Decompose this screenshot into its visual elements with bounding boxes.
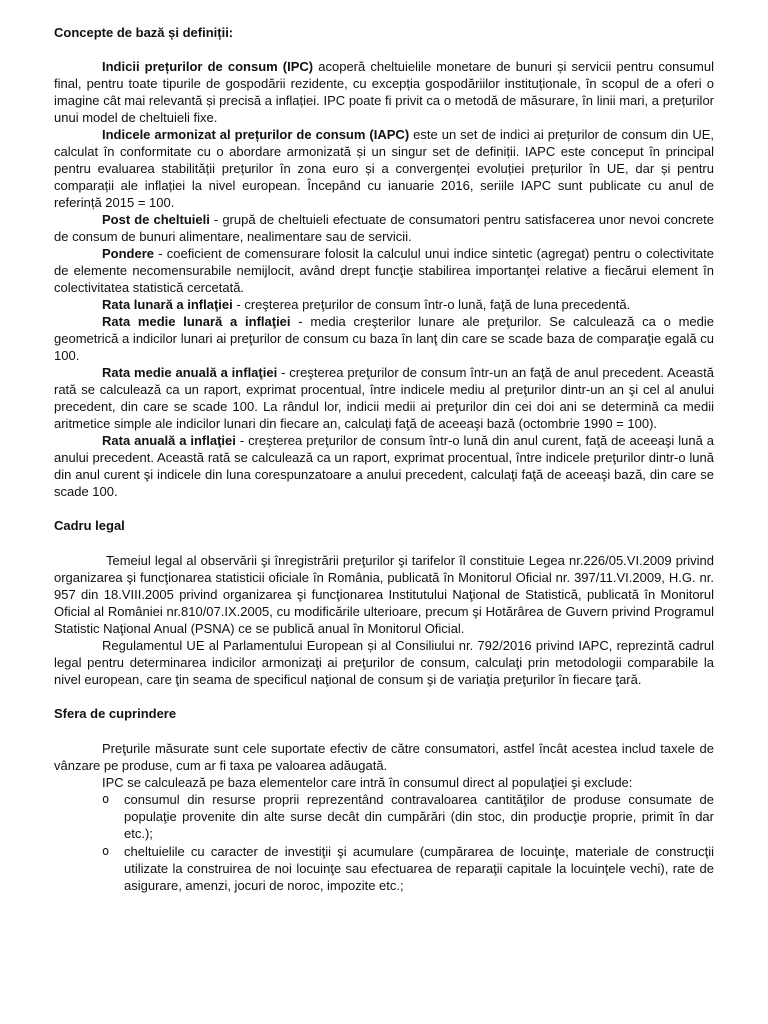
definition-paragraph xyxy=(54,58,714,126)
definition-text: - creşterea preţurilor de consum într-o lună din anul curent, faţă de aceeaşi lună a anului precedent. Această rată se calculează ca un raport, exprimat procentual, între indicele preţurilor dintr-o lună din anul curent şi indicele din luna corespunzatoare a anului precedent, calculaţi faţă de aceeaşi bază, din care se scade 100. xyxy=(54,433,714,499)
definition-term: Rata medie anuală a inflaţiei xyxy=(102,365,278,380)
scope-paragraph: Preţurile măsurate sunt cele suportate efectiv de către consumatori, astfel încât acestea includ taxele de vânzare pe produse, cum ar fi taxa pe valoarea adăugată. xyxy=(54,741,714,773)
definition-term: Post de cheltuieli xyxy=(102,212,210,227)
spacer xyxy=(54,500,714,517)
definition-paragraph xyxy=(54,211,714,245)
definition-term: Indicele armonizat al prețurilor de consum (IAPC) xyxy=(102,127,410,142)
scope-paragraph: IPC se calculează pe baza elementelor care intră în consumul direct al populaţiei şi exclude: xyxy=(102,775,633,790)
definition-text: - media creşterilor lunare ale preţurilor. Se calculează ca o medie geometrică a indicilor lunari ai preţurilor de consum cu baza în lanţ din care se scade baza de comparaţie egală cu 100. xyxy=(54,314,715,363)
definition-term: Rata anuală a inflaţiei xyxy=(102,433,236,448)
list-item xyxy=(102,843,714,894)
definition-text: - grupă de cheltuieli efectuate de consumatori pentru satisfacerea unor nevoi concrete de consum de bunuri alimentare, nealimentare sau de servicii. xyxy=(54,212,714,244)
spacer xyxy=(54,722,714,740)
definition-paragraph xyxy=(54,364,714,432)
definition-paragraph xyxy=(54,313,714,364)
spacer xyxy=(54,688,714,705)
bullet-marker: o xyxy=(102,792,110,806)
list-item-text: cheltuielile cu caracter de investiţii şi acumulare (cumpărarea de locuinţe, materiale de construcţii utilizate la construirea de noi locuinţe sau efectuarea de reparaţii capitale la locuinţele vechi), rate de asigurare, amenzi, jocuri de noroc, impozite etc.; xyxy=(124,844,714,893)
list-item xyxy=(102,791,714,842)
definition-term: Indicii prețurilor de consum (IPC) xyxy=(102,59,314,74)
list-item-text: consumul din resurse proprii reprezentând contravaloarea cantităţilor de produse consumate de populaţie provenite din alte surse decât din cumpărări (din stoc, din producţie proprie, primit în dar etc.); xyxy=(124,792,714,841)
definition-text: acoperă cheltuielile monetare de bunuri și servicii pentru consumul final, pentru toate tipurile de gospodării rezidente, cu excepția gospodăriilor instituționale, în scopul de a oferi o imagine cât mai relevantă și precisă a inflației. IPC poate fi privit ca o metodă de măsurare, în linii mari, a prețurilor unui model de cheltuieli fixe. xyxy=(54,59,714,125)
definition-text: este un set de indici ai prețurilor de consum din UE, calculat în conformitate cu o abordare armonizată și un singur set de definiții. IAPC este conceput în principal pentru evaluarea stabilității prețurilor în zona euro și a convergenței evoluției prețurilor în UE, dar și pentru comparații ale inflației la nivel european. Începând cu ianuarie 2016, seriile IAPC sunt publicate cu anul de referință 2015 = 100. xyxy=(54,127,714,210)
definition-text: - creşterea preţurilor de consum într-o lună, faţă de luna precedentă. xyxy=(232,297,631,312)
definition-paragraph xyxy=(54,245,714,296)
section-heading-concepts: Concepte de bază și definiții: xyxy=(54,25,234,40)
spacer xyxy=(54,41,714,58)
bullet-marker: o xyxy=(102,844,110,858)
definition-term: Rata medie lunară a inflaţiei xyxy=(102,314,291,329)
legal-paragraph: Temeiul legal al observării şi înregistrării preţurilor şi tarifelor îl constituie Legea nr.226/05.VI.2009 privind organizarea şi funcţionarea statisticii oficiale în România, publicată în Monitorul Oficial nr. 397/11.VI.2009, H.G. nr. 957 din 18.VIII.2005 privind organizarea şi funcţionarea Institutului Naţional de Statistică, publicată în Monitorul Oficial al României nr.810/07.IX.2005, cu modificările ulterioare, precum şi Hotărârea de Guvern privind Programul Statistic Naţional Anual (PSNA) ce se publică anual în Monitorul Oficial. xyxy=(54,553,714,636)
legal-paragraph: Regulamentul UE al Parlamentului European și al Consiliului nr. 792/2016 privind IAPC, reprezintă cadrul legal pentru determinarea indicilor armonizaţi ai preţurilor de consum, calculaţi prin metodologii comparabile la nivel european, care ţin seama de specificul naţional de consum şi de variaţia preţurilor în fiecare ţară. xyxy=(54,638,714,687)
spacer xyxy=(54,534,714,552)
definition-text: - creşterea preţurilor de consum într-un an faţă de anul precedent. Această rată se calculează ca un raport, exprimat procentual, între indicele mediu al preţurilor dintr-un an şi cel al anului precedent, din care se scade 100. La rândul lor, indicii medii ai preţurilor din cei doi ani se determină ca medii aritmetice simple ale indicilor lunari din fiecare an, calculaţi faţă de aceeaşi bază (octombrie 1990 = 100). xyxy=(54,365,715,431)
definition-text: - coeficient de comensurare folosit la calculul unui indice sintetic (agregat) pentru o colectivitate de elemente necomensurabile nemijlocit, având drept funcţie stabilirea importanţei relative a fiecărui element în colectivitatea statistică cercetată. xyxy=(54,246,714,295)
definition-term: Rata lunară a inflaţiei xyxy=(102,297,233,312)
section-heading-legal: Cadru legal xyxy=(54,518,125,533)
section-heading-scope: Sfera de cuprindere xyxy=(54,706,177,721)
definition-paragraph xyxy=(54,432,714,500)
definition-term: Pondere xyxy=(102,246,155,261)
definition-paragraph xyxy=(54,126,714,211)
definition-paragraph xyxy=(54,296,714,313)
exclusion-list xyxy=(54,791,714,894)
